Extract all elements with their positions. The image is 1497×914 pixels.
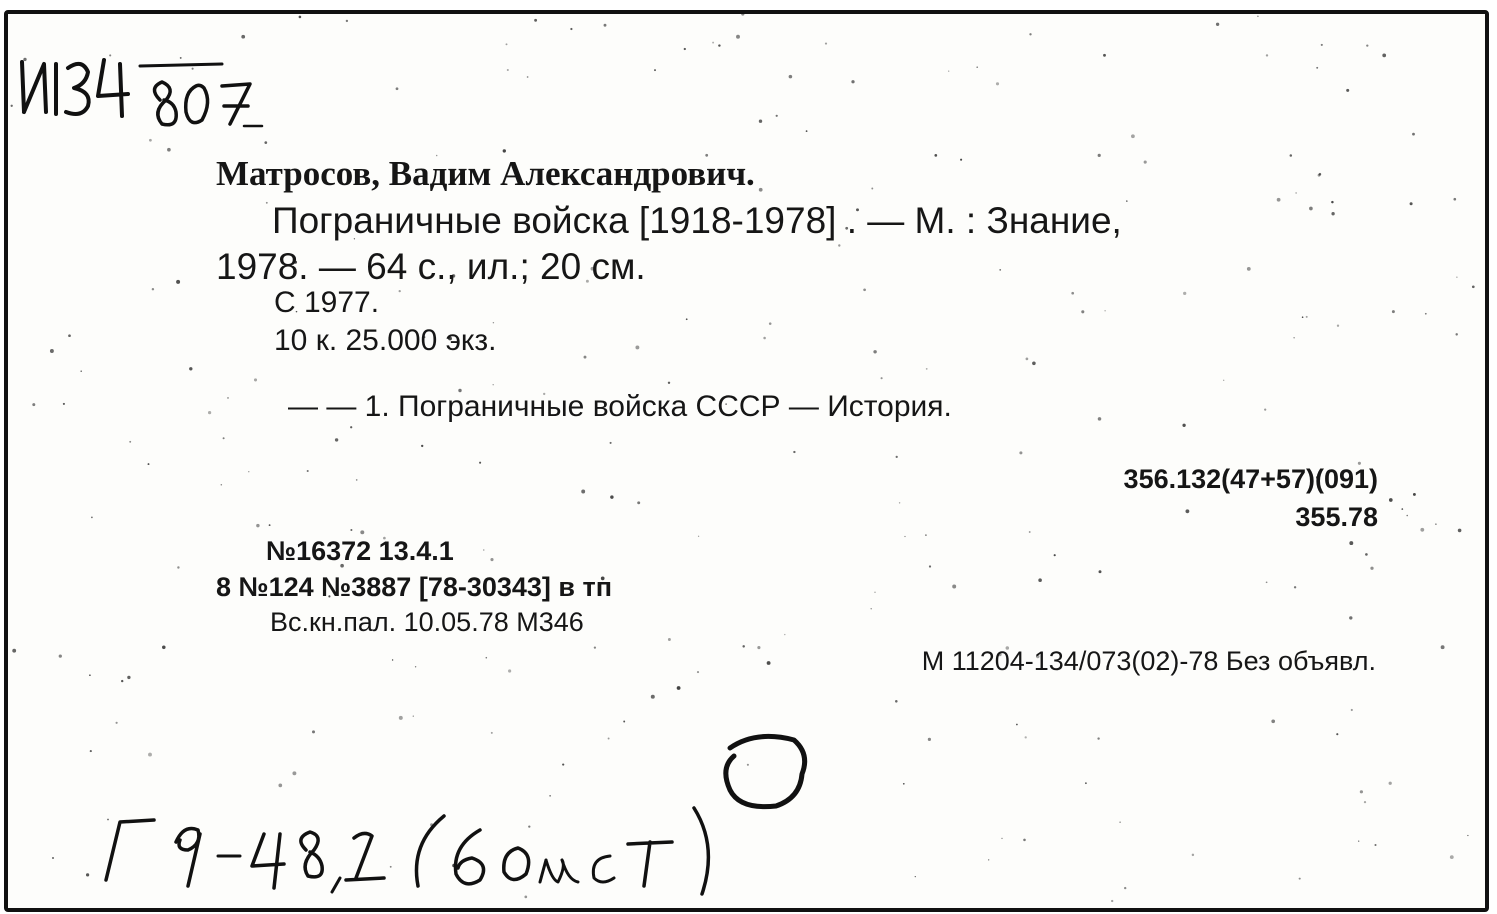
speck xyxy=(851,80,854,83)
speck xyxy=(152,288,154,290)
speck xyxy=(769,322,772,325)
speck xyxy=(1029,531,1031,533)
speck xyxy=(177,566,179,568)
speck xyxy=(996,82,999,85)
speck xyxy=(1054,554,1056,556)
speck xyxy=(635,345,639,349)
publication-line: 1978. — 64 с., ил.; 20 см. xyxy=(216,246,646,287)
speck xyxy=(12,649,16,653)
speck xyxy=(718,44,720,46)
speck xyxy=(903,783,905,785)
speck xyxy=(1111,900,1113,902)
speck xyxy=(1406,515,1408,517)
speck xyxy=(1349,541,1353,545)
speck xyxy=(742,645,744,647)
speck xyxy=(1336,733,1338,735)
record-line-4: М 11204-134/073(02)-78 Без объявл. xyxy=(921,646,1376,676)
speck xyxy=(1097,737,1099,739)
price-run-line: 10 к. 25.000 экз. xyxy=(274,324,497,357)
speck xyxy=(1392,310,1395,313)
speck xyxy=(256,524,259,527)
speck xyxy=(1119,821,1120,822)
speck xyxy=(1257,16,1259,18)
speck xyxy=(254,378,257,381)
speck xyxy=(80,370,81,371)
speck xyxy=(1319,173,1322,176)
speck xyxy=(608,738,610,740)
speck xyxy=(91,517,93,519)
speck xyxy=(926,368,928,370)
speck xyxy=(789,75,793,79)
speck xyxy=(594,646,596,648)
speck xyxy=(413,715,414,716)
speck xyxy=(570,28,572,30)
speck xyxy=(668,382,670,384)
speck xyxy=(1216,23,1219,26)
speck xyxy=(1420,528,1424,532)
record-line-2: 8 №124 №3887 [78-30343] в тп xyxy=(216,572,613,602)
speck xyxy=(793,451,795,453)
speck xyxy=(176,280,180,284)
speck xyxy=(999,269,1001,271)
speck xyxy=(1401,508,1403,510)
speck xyxy=(399,290,401,292)
speck xyxy=(527,76,529,78)
speck xyxy=(1299,878,1301,880)
speck xyxy=(651,695,655,699)
speck xyxy=(1103,54,1106,57)
speck xyxy=(356,479,358,481)
speck xyxy=(167,148,171,152)
speck xyxy=(312,730,315,733)
speck xyxy=(491,732,493,734)
speck xyxy=(1467,835,1468,836)
speck xyxy=(1290,154,1293,157)
speck xyxy=(1029,33,1031,35)
speck xyxy=(806,130,808,132)
speck xyxy=(1435,523,1437,525)
speck xyxy=(116,722,118,724)
speck xyxy=(490,558,493,561)
copyright-line: С 1977. xyxy=(274,286,380,319)
speck xyxy=(1294,586,1296,588)
speck xyxy=(227,397,229,399)
speck xyxy=(870,608,871,609)
speck xyxy=(1365,553,1368,556)
speck xyxy=(223,437,225,439)
speck xyxy=(863,288,866,291)
speck xyxy=(63,403,65,405)
speck xyxy=(784,634,785,635)
speck xyxy=(759,188,763,192)
speck xyxy=(697,671,699,673)
speck xyxy=(976,66,978,68)
speck xyxy=(896,456,898,458)
speck xyxy=(1374,844,1376,846)
speck xyxy=(1025,736,1027,738)
speck xyxy=(904,536,905,537)
speck xyxy=(1026,358,1029,361)
speck xyxy=(1360,790,1363,793)
speck xyxy=(759,120,762,123)
speck xyxy=(90,750,92,752)
speck xyxy=(1098,154,1101,157)
speck xyxy=(881,377,883,379)
speck xyxy=(1321,44,1323,46)
speck xyxy=(335,438,338,441)
speck xyxy=(1144,161,1147,164)
speck xyxy=(421,445,423,447)
speck xyxy=(895,700,898,703)
speck xyxy=(1425,313,1427,315)
speck xyxy=(1247,267,1251,271)
speck xyxy=(350,529,352,531)
speck xyxy=(292,771,296,775)
speck xyxy=(1458,529,1462,533)
speck xyxy=(52,857,54,859)
speck xyxy=(1302,316,1304,318)
speck xyxy=(929,565,931,567)
speck xyxy=(1346,89,1349,92)
speck xyxy=(928,738,931,741)
speck xyxy=(415,666,416,667)
speck xyxy=(189,367,192,370)
speck xyxy=(1364,801,1366,803)
speck xyxy=(1413,493,1416,496)
speck xyxy=(89,674,91,676)
speck xyxy=(1370,567,1373,570)
speck xyxy=(360,530,364,534)
speck xyxy=(654,69,656,71)
speck xyxy=(838,244,840,246)
speck xyxy=(492,384,493,385)
speck xyxy=(584,356,587,359)
speck xyxy=(1455,333,1457,335)
speck xyxy=(581,490,585,494)
speck xyxy=(221,484,223,486)
speck xyxy=(1358,840,1359,841)
speck xyxy=(1032,362,1036,366)
speck xyxy=(604,24,607,27)
speck xyxy=(399,716,403,720)
speck xyxy=(1441,645,1445,649)
speck xyxy=(871,188,873,190)
speck xyxy=(534,19,537,22)
speck xyxy=(776,115,778,117)
speck xyxy=(1295,192,1296,193)
speck xyxy=(121,680,123,682)
speck xyxy=(396,87,399,90)
speck xyxy=(208,411,211,414)
speck xyxy=(162,646,166,650)
record-line-1: №16372 13.4.1 xyxy=(266,536,454,566)
speck xyxy=(1001,838,1002,839)
speck xyxy=(1410,202,1413,205)
speck xyxy=(1293,337,1294,338)
speck xyxy=(307,470,309,472)
speck xyxy=(1016,724,1018,726)
speck xyxy=(925,534,927,536)
speck xyxy=(248,471,249,472)
speck xyxy=(686,318,688,320)
speck xyxy=(278,784,282,788)
speck xyxy=(1389,782,1392,785)
speck xyxy=(1412,133,1415,136)
speck xyxy=(684,48,686,50)
speck xyxy=(1085,782,1087,784)
speck xyxy=(1337,325,1339,327)
speck xyxy=(1038,578,1042,582)
speck xyxy=(1081,310,1084,313)
speck xyxy=(988,859,989,860)
speck xyxy=(486,657,488,659)
speck xyxy=(1349,616,1352,619)
classification-2: 355.78 xyxy=(1295,502,1378,532)
record-line-3: Вс.кн.пал. 10.05.78 М346 xyxy=(270,607,584,637)
speck xyxy=(1098,417,1102,421)
speck xyxy=(32,403,35,406)
speck xyxy=(1316,67,1318,69)
speck xyxy=(1351,709,1353,711)
speck xyxy=(483,549,484,550)
speck xyxy=(1099,570,1102,573)
speck xyxy=(825,43,827,45)
speck xyxy=(698,536,699,537)
speck xyxy=(148,463,150,465)
speck xyxy=(899,502,900,503)
speck xyxy=(741,14,744,16)
speck xyxy=(507,69,509,71)
speck xyxy=(873,350,876,353)
title-line: Пограничные войска [1918-1978] . — М. : Знание, xyxy=(272,200,1122,241)
speck xyxy=(637,501,640,504)
speck xyxy=(960,159,962,161)
author-heading: Матросов, Вадим Александрович. xyxy=(216,154,755,193)
speck xyxy=(1456,277,1457,278)
handwritten-shelf-note xyxy=(88,794,748,904)
speck xyxy=(763,337,766,340)
catalog-card xyxy=(4,10,1489,912)
speck xyxy=(736,35,740,39)
speck xyxy=(1192,854,1194,856)
speck xyxy=(1071,292,1074,295)
speck xyxy=(392,659,393,660)
speck xyxy=(1023,839,1026,842)
speck xyxy=(148,753,152,757)
speck xyxy=(767,661,771,665)
speck xyxy=(346,20,348,22)
speck xyxy=(1131,134,1135,138)
speck xyxy=(479,462,481,464)
speck xyxy=(623,721,625,723)
speck xyxy=(127,676,130,679)
handwritten-call-number xyxy=(16,34,286,144)
speck xyxy=(1382,54,1386,58)
speck xyxy=(1266,54,1268,56)
speck xyxy=(68,334,71,337)
speck xyxy=(1331,212,1334,215)
speck xyxy=(503,149,506,152)
speck xyxy=(610,442,612,444)
speck xyxy=(1182,424,1185,427)
speck xyxy=(1124,887,1126,889)
speck xyxy=(269,524,271,526)
speck xyxy=(1389,498,1393,502)
speck xyxy=(1019,451,1022,454)
speck xyxy=(266,202,268,204)
speck xyxy=(1264,409,1266,411)
speck xyxy=(915,876,916,877)
speck xyxy=(562,764,564,766)
speck xyxy=(934,154,937,157)
speck xyxy=(1306,316,1308,318)
speck xyxy=(350,426,352,428)
speck xyxy=(1309,207,1313,211)
subject-heading: — — 1. Пограничные войска СССР — История. xyxy=(288,390,952,423)
speck xyxy=(712,42,714,44)
speck xyxy=(757,646,760,649)
speck xyxy=(1185,509,1189,513)
speck xyxy=(1450,855,1454,859)
classification-1: 356.132(47+57)(091) xyxy=(1123,464,1378,494)
speck xyxy=(11,105,13,107)
speck xyxy=(299,16,302,19)
speck xyxy=(1271,719,1275,723)
speck xyxy=(1126,200,1128,202)
speck xyxy=(50,349,54,353)
speck xyxy=(1331,201,1333,203)
speck xyxy=(1366,44,1368,46)
speck xyxy=(506,43,508,45)
speck xyxy=(129,441,131,443)
speck xyxy=(1266,581,1268,583)
speck xyxy=(1183,292,1186,295)
speck xyxy=(508,669,511,672)
speck xyxy=(1104,310,1105,311)
speck xyxy=(668,638,671,641)
speck xyxy=(952,585,956,589)
speck xyxy=(874,592,875,593)
speck xyxy=(677,686,681,690)
speck xyxy=(1223,380,1224,381)
speck xyxy=(948,70,949,71)
speck xyxy=(1277,198,1281,202)
speck xyxy=(1453,198,1456,201)
speck xyxy=(59,654,62,657)
speck xyxy=(610,495,613,498)
speck xyxy=(1472,285,1475,288)
